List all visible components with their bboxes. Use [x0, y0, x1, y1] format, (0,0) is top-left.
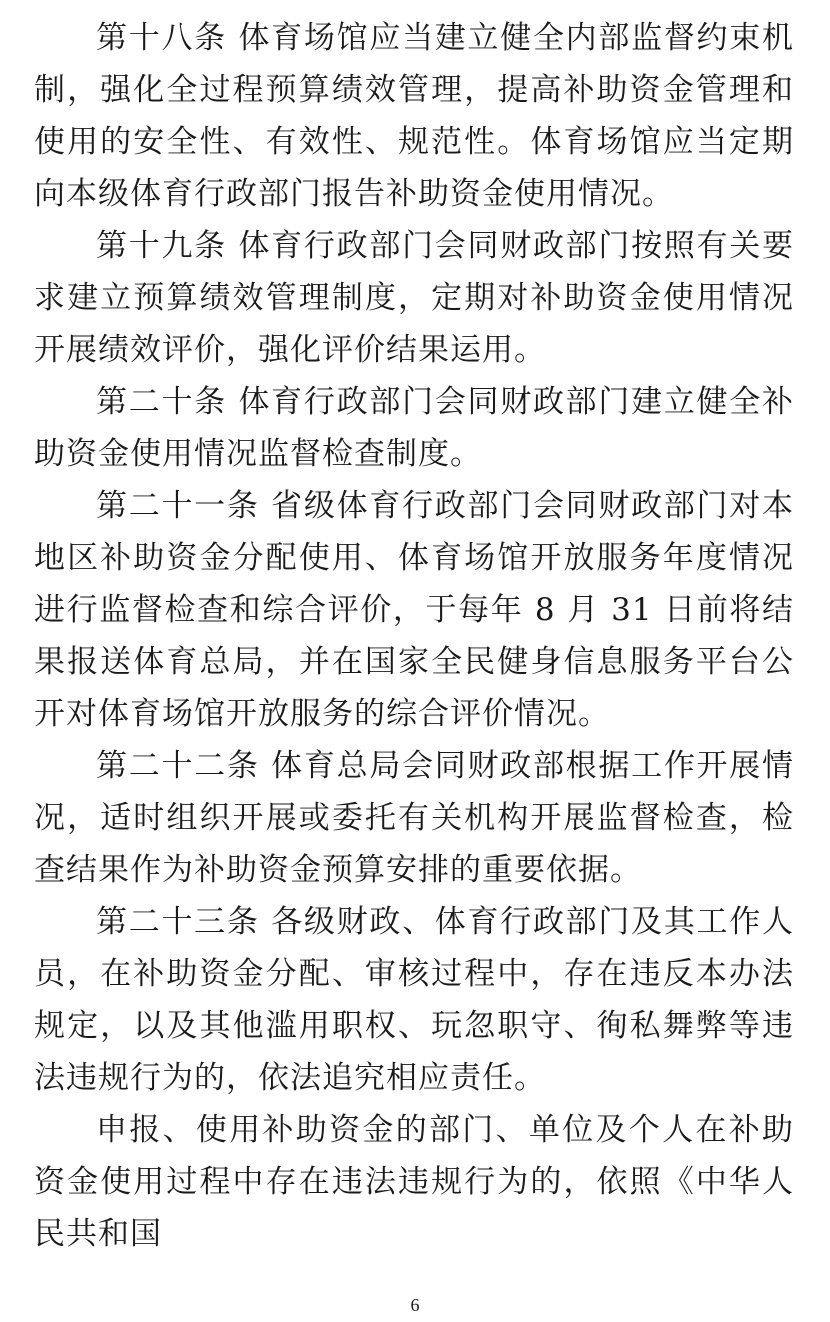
article-22-paragraph: 第二十二条 体育总局会同财政部根据工作开展情况，适时组织开展或委托有关机构开展监督检查，检查结果作为补助资金预算安排的重要依据。 — [34, 748, 794, 888]
article-23-continuation-paragraph: 申报、使用补助资金的部门、单位及个人在补助资金使用过程中存在违法违规行为的，依照《中华人民共和国 — [34, 1112, 794, 1252]
article-19-paragraph: 第十九条 体育行政部门会同财政部门按照有关要求建立预算绩效管理制度，定期对补助资金使用情况开展绩效评价，强化评价结果运用。 — [34, 228, 794, 368]
page-number: 6 — [410, 1295, 420, 1315]
body-text — [34, 12, 794, 1260]
article-18-paragraph: 第十八条 体育场馆应当建立健全内部监督约束机制，强化全过程预算绩效管理，提高补助资金管理和使用的安全性、有效性、规范性。体育场馆应当定期向本级体育行政部门报告补助资金使用情况。 — [34, 20, 794, 212]
article-21-paragraph: 第二十一条 省级体育行政部门会同财政部门对本地区补助资金分配使用、体育场馆开放服务年度情况进行监督检查和综合评价，于每年 8 月 31 日前将结果报送体育总局，并在国家全民健身信息服务平台公开对体育场馆开放服务的综合评价情况。 — [34, 488, 794, 732]
article-20-paragraph: 第二十条 体育行政部门会同财政部门建立健全补助资金使用情况监督检查制度。 — [34, 384, 794, 472]
article-23-paragraph: 第二十三条 各级财政、体育行政部门及其工作人员，在补助资金分配、审核过程中，存在违反本办法规定，以及其他滥用职权、玩忽职守、徇私舞弊等违法违规行为的，依法追究相应责任。 — [34, 904, 794, 1096]
